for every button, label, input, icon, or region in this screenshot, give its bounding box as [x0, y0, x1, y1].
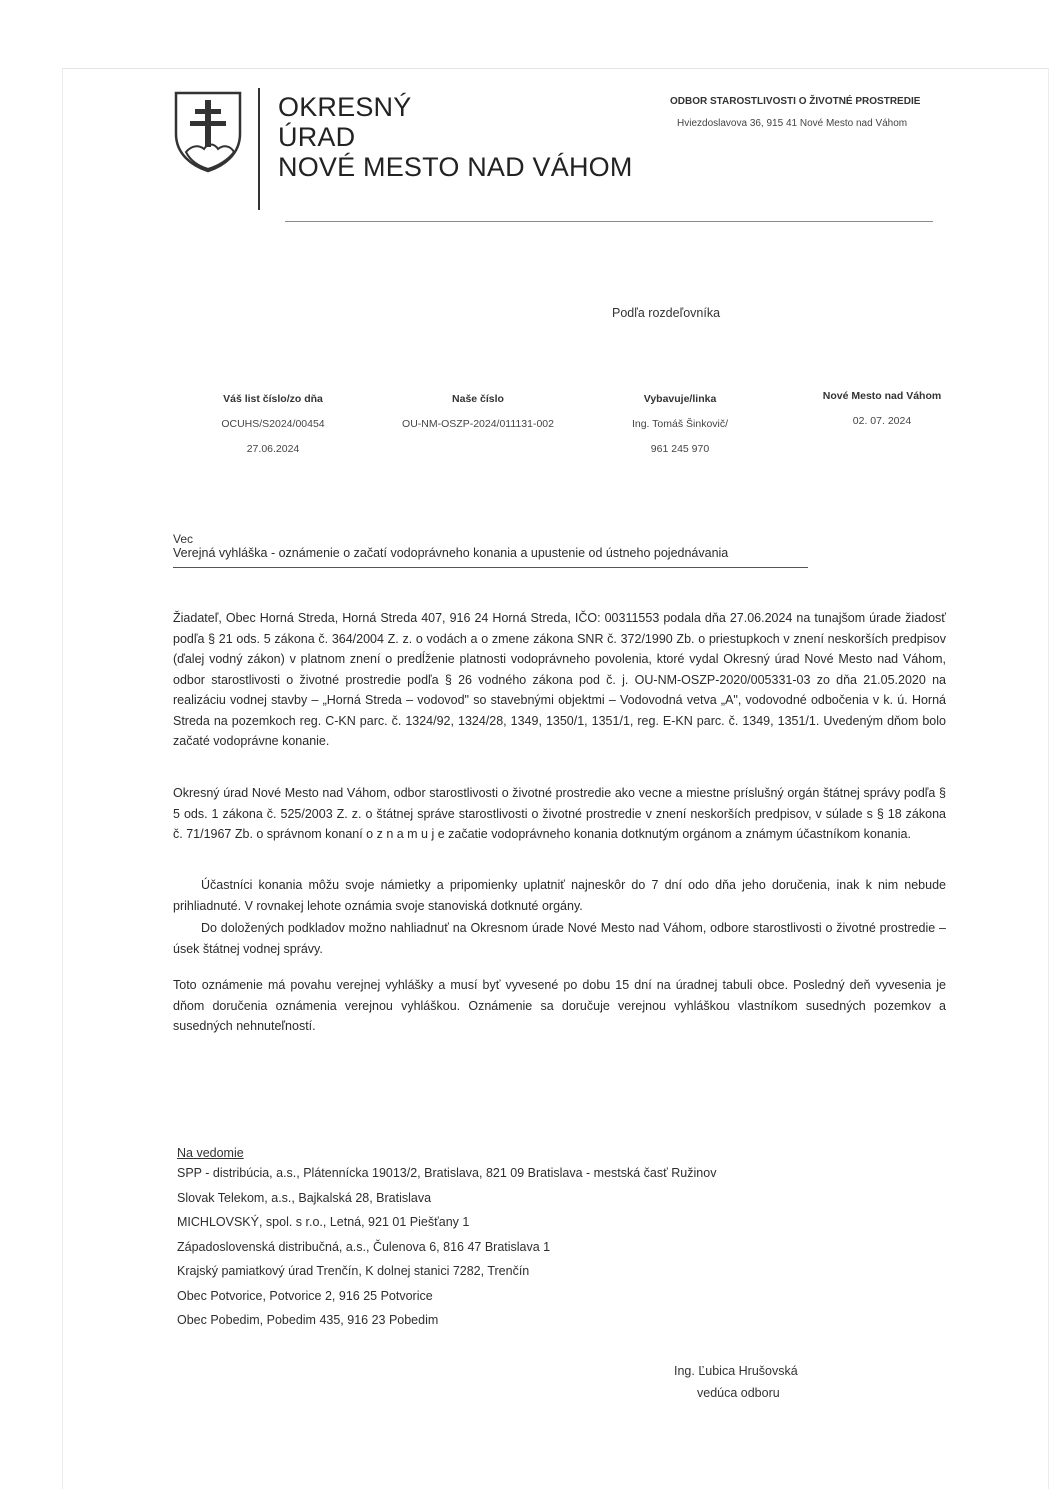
cc-list-item: Obec Pobedim, Pobedim 435, 916 23 Pobedim — [177, 1313, 439, 1327]
cc-list-item: Obec Potvorice, Potvorice 2, 916 25 Potvorice — [177, 1288, 433, 1303]
cc-list — [177, 1161, 716, 1333]
department-address: Hviezdoslavova 36, 915 41 Nové Mesto nad Váhom — [677, 118, 908, 129]
cc-list-item: SPP - distribúcia, a.s., Plátennícka 19013/2, Bratislava, 821 09 Bratislava - mestská časť Ružinov — [177, 1166, 717, 1180]
ref-your-letter — [198, 387, 348, 462]
header-divider-vertical — [258, 88, 260, 210]
cc-list-item: Krajský pamiatkový úrad Trenčín, K dolnej stanici 7282, Trenčín — [177, 1264, 530, 1278]
body-paragraph-2: Okresný úrad Nové Mesto nad Váhom, odbor starostlivosti o životné prostredie ako vecne a miestne príslušný orgán štátnej správy podľa § 5 ods. 1 zákona č. 525/2003 Z. z. o štátnej správe starostlivosti o životné prostredie v znení neskorších predpisov, v súlade s § 18 zákona č. 71/1967 Zb. o správnom konaní o z n a m u j e začatie vodoprávneho konania dotknutým orgánom a známym účastníkom konania. — [173, 786, 946, 841]
header-divider-horizontal — [285, 221, 933, 222]
ref-your-letter-number: OCUHS/S2024/00454 — [221, 418, 325, 430]
body-paragraph-3: Účastníci konania môžu svoje námietky a pripomienky uplatniť najneskôr do 7 dní odo dňa jeho doručenia, inak k nim nebude prihliadnuté. V rovnakej lehote oznámia svoje stanoviská dotknuté orgány. — [173, 878, 946, 913]
body-paragraph-5: Toto oznámenie má povahu verejnej vyhlášky a musí byť vyvesené po dobu 15 dní na úradnej tabuli obce. Posledný deň vyvesenia je dňom doručenia oznámenia verejnou vyhláškou. Oznámenie sa doručuje verejnou vyhláškou vlastníkom susedných pozemkov a susedných nehnuteľností. — [173, 978, 946, 1033]
office-name-line2: ÚRAD — [278, 122, 356, 152]
slovak-coat-of-arms-icon — [172, 90, 244, 174]
addressee: Podľa rozdeľovníka — [612, 306, 721, 320]
cc-list-item: Slovak Telekom, a.s., Bajkalská 28, Bratislava — [177, 1190, 432, 1205]
ref-handled-by — [600, 387, 760, 462]
cc-list-item: MICHLOVSKÝ, spol. s r.o., Letná, 921 01 Piešťany 1 — [177, 1215, 470, 1229]
ref-handled-by-label: Vybavuje/linka — [643, 393, 717, 405]
subject-underline — [173, 567, 808, 568]
ref-place-date — [802, 384, 962, 434]
cc-title: Na vedomie — [177, 1146, 244, 1160]
body-paragraph-1: Žiadateľ, Obec Horná Streda, Horná Streda 407, 916 24 Horná Streda, IČO: 00311553 podala dňa 27.06.2024 na tunajšom úrade žiadosť podľa § 21 ods. 5 zákona č. 364/2004 Z. z. o vodách a o zmene zákona SNR č. 372/1990 Zb. o priestupkoch v znení neskorších predpisov (ďalej vodný zákon) v platnom znení o predĺženie platnosti vodoprávneho povolenia, ktoré vydal Okresný úrad Nové Mesto nad Váhom, odbor starostlivosti o životné prostredie podľa § 26 vodného zákona pod č. j. OU-NM-OSZP-2020/005331-03 zo dňa 21.05.2020 na realizáciu vodnej stavby – „Horná Streda – vodovod" so stavebnými objektmi – Vodovodná vetva „A", vodovodné odbočenia v k. ú. Horná Streda na pozemkoch reg. C-KN parc. č. 1324/92, 1324/28, 1349, 1350/1, 1351/1, reg. E-KN parc. č. 1349, 1351/1. Uvedeným dňom bolo začaté vodoprávne konanie. — [173, 611, 946, 748]
ref-our-number-label: Naše číslo — [452, 393, 504, 405]
ref-date-value: 02. 07. 2024 — [852, 415, 912, 427]
body-paragraph-4: Do doložených podkladov možno nahliadnuť na Okresnom úrade Nové Mesto nad Váhom, odbore starostlivosti o životné prostredie – úsek štátnej vodnej správy. — [173, 921, 946, 956]
department-name: ODBOR STAROSTLIVOSTI O ŽIVOTNÉ PROSTREDIE — [670, 96, 921, 107]
office-name — [278, 92, 633, 182]
ref-our-number-value: OU-NM-OSZP-2024/011131-002 — [402, 418, 554, 430]
subject-label: Vec — [173, 532, 194, 546]
cc-list-item: Západoslovenská distribučná, a.s., Čulenova 6, 816 47 Bratislava 1 — [177, 1239, 551, 1254]
ref-your-letter-date: 27.06.2024 — [246, 443, 300, 455]
office-name-line1: OKRESNÝ — [278, 92, 412, 122]
ref-place-label: Nové Mesto nad Váhom — [822, 390, 942, 402]
signer-role: vedúca odboru — [697, 1386, 780, 1400]
ref-our-number — [383, 387, 573, 437]
ref-handled-by-name: Ing. Tomáš Šinkovič/ — [631, 418, 729, 430]
ref-handled-by-phone: 961 245 970 — [650, 443, 710, 455]
ref-your-letter-label: Váš list číslo/zo dňa — [223, 393, 323, 405]
office-name-line3: NOVÉ MESTO NAD VÁHOM — [278, 152, 633, 182]
signer-name: Ing. Ľubica Hrušovská — [674, 1364, 798, 1378]
subject-text: Verejná vyhláška - oznámenie o začatí vodoprávneho konania a upustenie od ústneho pojednávania — [173, 546, 729, 560]
